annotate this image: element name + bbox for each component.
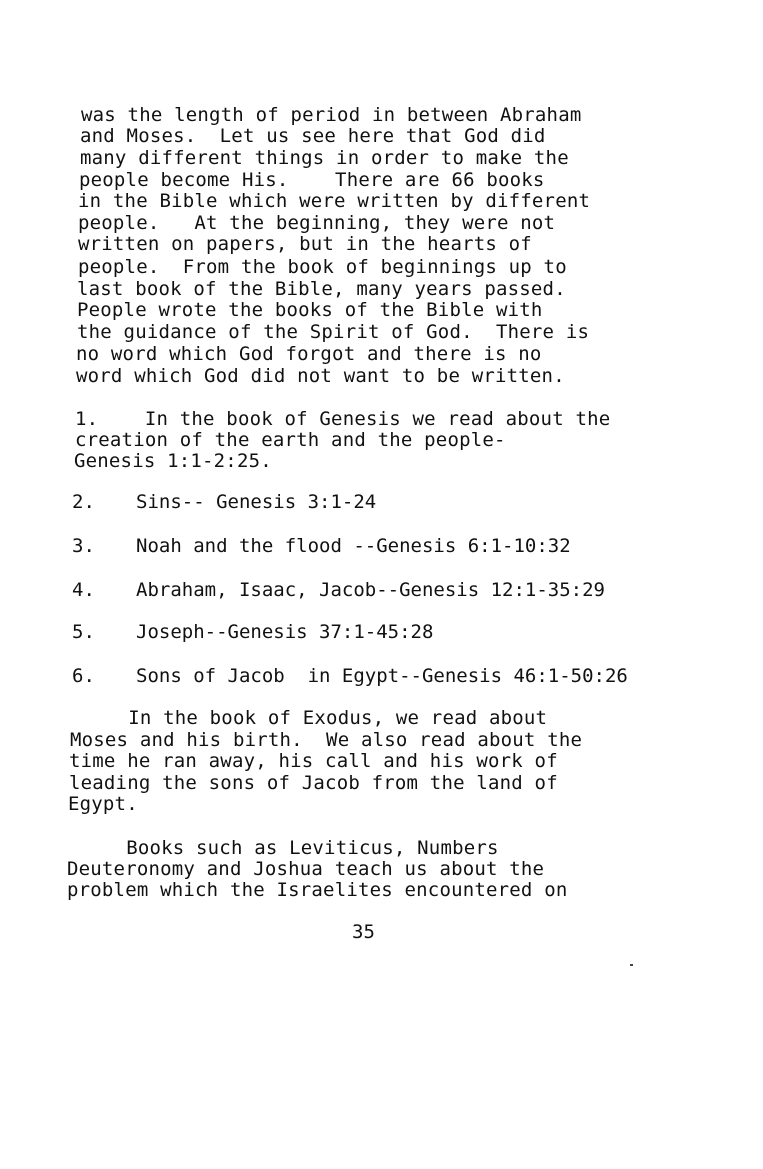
list-number: 5.: [72, 621, 95, 643]
text-line: problem which the Israelites encountered on: [67, 879, 568, 901]
text-line: people become His. There are 66 books: [79, 169, 545, 191]
page-number: 35: [352, 921, 375, 943]
text-line: Deuteronomy and Joshua teach us about the: [67, 858, 545, 880]
text-line: the guidance of the Spirit of God. There is: [77, 321, 590, 343]
text-line: word which God did not want to be written.: [76, 365, 565, 387]
text-line: Books such as Leviticus, Numbers: [68, 837, 499, 859]
text-line: no word which God forgot and there is no: [76, 343, 542, 365]
text-line: time he ran away, his call and his work of: [69, 750, 558, 772]
list-text: Joseph--Genesis 37:1-45:28: [136, 621, 434, 643]
text-line: Moses and his birth. We also read about the: [70, 729, 583, 751]
list-number: 6.: [72, 665, 95, 687]
text-line: in the Bible which were written by different: [78, 190, 591, 212]
list-number: 2.: [72, 491, 95, 513]
text-line: people. From the book of beginnings up to: [78, 256, 567, 278]
text-line: People wrote the books of the Bible with: [77, 299, 543, 321]
text-line: leading the sons of Jacob from the land of: [69, 772, 558, 794]
text-line: written on papers, but in the hearts of: [78, 233, 532, 255]
list-text: Sons of Jacob in Egypt--Genesis 46:1-50:26: [136, 665, 628, 687]
list-number: 3.: [72, 535, 95, 557]
scan-artifact: [630, 964, 633, 966]
list-text: Abraham, Isaac, Jacob--Genesis 12:1-35:29: [136, 579, 605, 601]
list-text: Noah and the flood --Genesis 6:1-10:32: [136, 535, 571, 557]
list-text: Sins-- Genesis 3:1-24: [136, 491, 377, 513]
text-line: last book of the Bible, many years passed.: [77, 278, 566, 300]
list-number: 4.: [72, 579, 95, 601]
text-line: Egypt.: [68, 793, 138, 815]
text-line: and Moses. Let us see here that God did: [80, 125, 546, 147]
text-line: creation of the earth and the people-: [75, 429, 506, 451]
text-line: was the length of period in between Abraham: [81, 104, 582, 126]
text-line: Genesis 1:1-2:25.: [74, 450, 272, 472]
text-line: people. At the beginning, they were not: [78, 212, 556, 234]
text-line: 1. In the book of Genesis we read about the: [75, 408, 611, 430]
text-line: many different things in order to make the: [80, 147, 569, 169]
text-line: In the book of Exodus, we read about: [70, 707, 548, 729]
